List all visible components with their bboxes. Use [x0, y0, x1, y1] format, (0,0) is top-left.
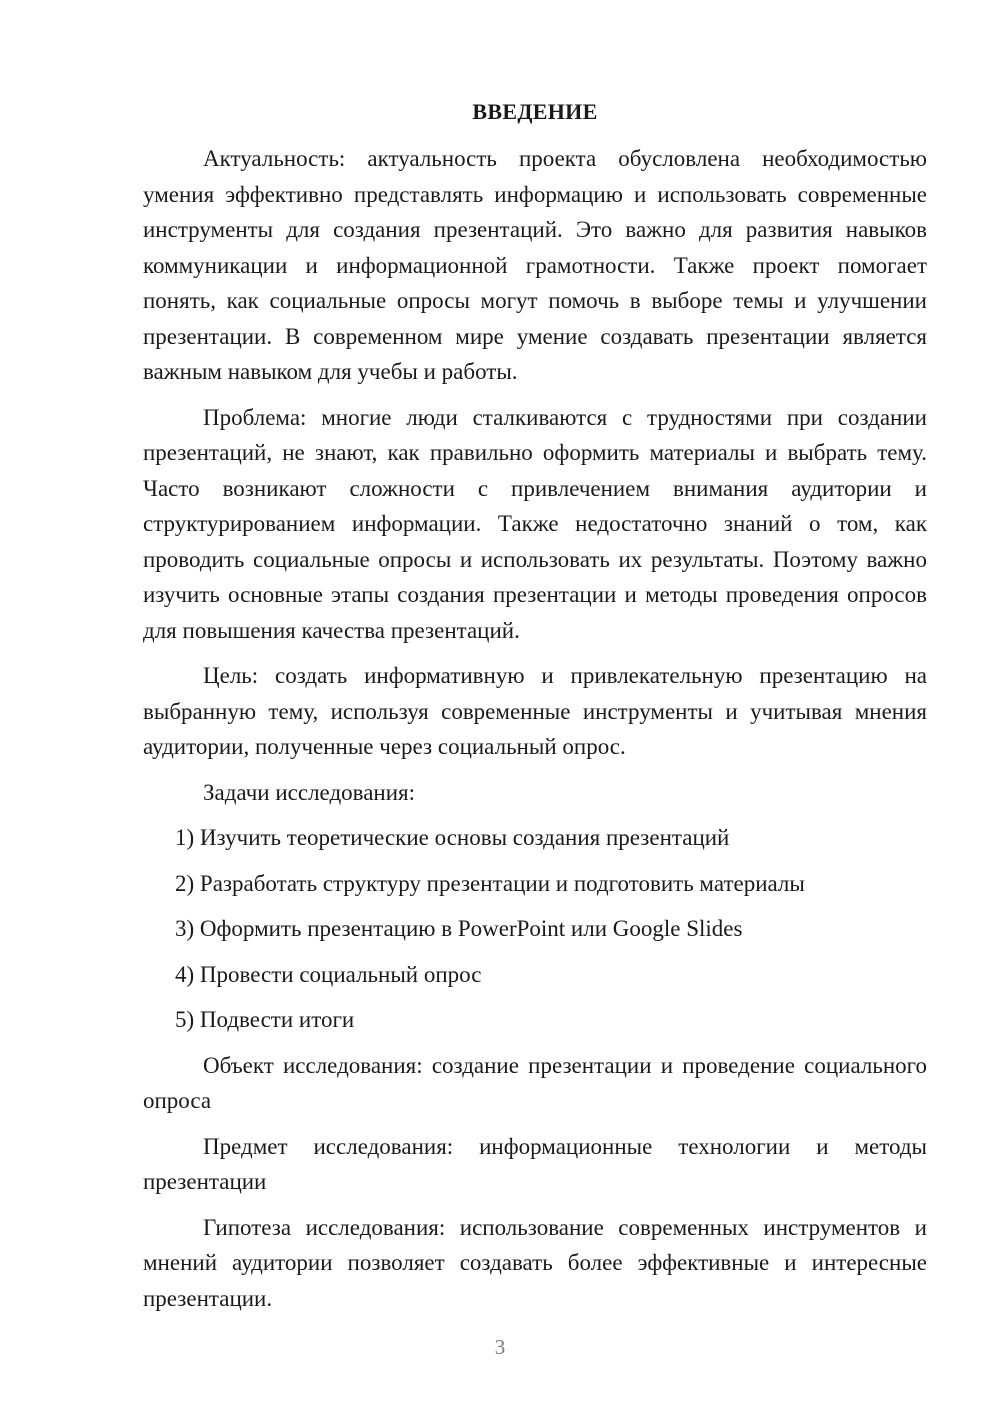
- object-paragraph: Объект исследования: создание презентации и проведение социального опроса: [143, 1052, 927, 1113]
- goal-paragraph: Цель: создать информативную и привлекательную презентацию на выбранную тему, используя современные инструменты и учитывая мнения аудитории, полученные через социальный опрос.: [143, 663, 927, 759]
- task-item: 1) Изучить теоретические основы создания презентаций: [175, 825, 730, 850]
- page-content: [143, 94, 927, 1326]
- page-number: 3: [494, 1335, 506, 1359]
- relevance-paragraph: Актуальность: актуальность проекта обусловлена необходимостью умения эффективно представлять информацию и использовать современные инструменты для создания презентаций. Это важно для развития навыков коммуникации и информационной грамотности. Также проект помогает понять, как социальные опросы могут помочь в выборе темы и улучшении презентации. В современном мире умение создавать презентации является важным навыком для учебы и работы.: [143, 146, 927, 384]
- subject-paragraph: Предмет исследования: информационные технологии и методы презентации: [143, 1133, 927, 1194]
- task-item: 3) Оформить презентацию в PowerPoint или Google Slides: [175, 916, 743, 941]
- task-item: 4) Провести социальный опрос: [175, 961, 482, 987]
- hypothesis-paragraph: Гипотеза исследования: использование современных инструментов и мнений аудитории позволяет создавать более эффективные и интересные презентации.: [143, 1214, 927, 1311]
- task-item: 2) Разработать структуру презентации и подготовить материалы: [175, 870, 805, 896]
- problem-paragraph: Проблема: многие люди сталкиваются с трудностями при создании презентаций, не знают, как правильно оформить материалы и выбрать тему. Часто возникают сложности с привлечением внимания аудитории и структурированием информации. Также недостаточно знаний о том, как проводить социальные опросы и использовать их результаты. Поэтому важно изучить основные этапы создания презентации и методы проведения опросов для повышения качества презентаций.: [143, 404, 927, 643]
- tasks-heading: Задачи исследования:: [203, 779, 416, 805]
- section-title: ВВЕДЕНИЕ: [472, 99, 598, 124]
- task-item: 5) Подвести итоги: [175, 1007, 355, 1032]
